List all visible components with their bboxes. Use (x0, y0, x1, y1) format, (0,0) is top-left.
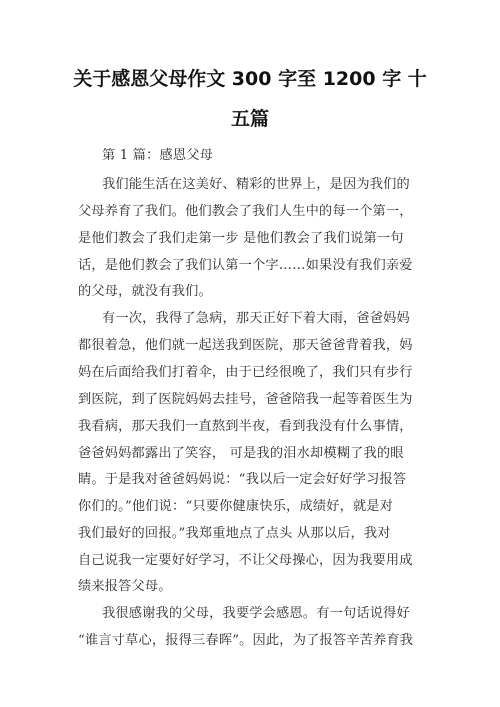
document-title-line-2: 五篇 (230, 108, 269, 130)
section-heading: 第 1 篇：感恩父母 (102, 148, 214, 163)
paragraph-line: 有一次，我得了急病，那天正好下着大雨，爸爸妈妈 (102, 311, 410, 326)
paragraph-line: 我们能生活在这美好、精彩的世界上，是因为我们的 (102, 177, 410, 192)
paragraph-line: 话，是他们教会了我们认第一个字……如果没有我们亲爱 (78, 258, 413, 273)
paragraph-line: 的父母，就没有我们。 (78, 284, 212, 299)
paragraph-line: “谁言寸草心，报得三春晖”。因此，为了报答辛苦养育我 (78, 633, 414, 648)
paragraph-line: 爸爸妈妈都露出了笑容， 可是我的泪水却模糊了我的眼 (78, 446, 404, 461)
paragraph-line: 父母养育了我们。他们教会了我们人生中的每一个第一， (78, 204, 413, 219)
paragraph-line: 是他们教会了我们走第一步 是他们教会了我们说第一句 (78, 231, 404, 246)
paragraph-line: 我们最好的回报。”我郑重地点了点头 从那以后，我对 (78, 526, 391, 541)
paragraph-line: 你们的。”他们说：“只要你健康快乐，成绩好，就是对 (78, 499, 394, 514)
paragraph-line: 我很感谢我的父母，我要学会感恩。有一句话说得好 (102, 606, 410, 621)
paragraph-line: 自己说我一定要好好学习，不让父母操心，因为我要用成 (78, 553, 413, 568)
document-title-line-1: 关于感恩父母作文 300 字至 1200 字 十 (73, 68, 427, 90)
paragraph-line: 都很着急，他们就一起送我到医院，那天爸爸背着我，妈 (78, 338, 413, 353)
paragraph-line: 妈在后面给我们打着伞，由于已经很晚了，我们只有步行 (78, 365, 413, 380)
paragraph-line: 睛。于是我对爸爸妈妈说：“我以后一定会好好学习报答 (78, 472, 407, 487)
paragraph-line: 绩来报答父母。 (78, 579, 172, 594)
paragraph-line: 我看病，那天我们一直熬到半夜，看到我没有什么事情， (78, 419, 413, 434)
paragraph-line: 到医院，到了医院妈妈去挂号，爸爸陪我一起等着医生为 (78, 392, 413, 407)
